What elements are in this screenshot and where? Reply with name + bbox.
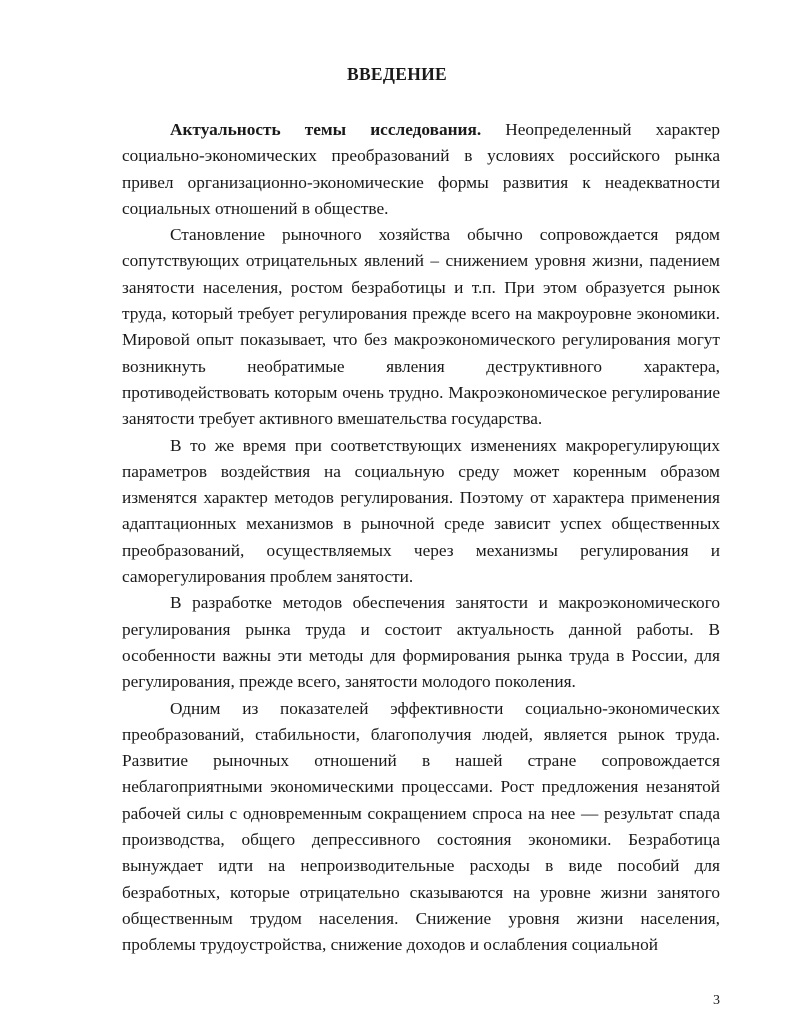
paragraph-text: Неопределенный характер социально-экономических преобразований в условиях российского рынка привел организационно-экономические формы развития к неадекватности социальных отношений в обществе. <box>122 120 720 218</box>
paragraph-relevance <box>122 117 720 222</box>
page-title: ВВЕДЕНИЕ <box>346 64 448 84</box>
body-text <box>122 117 720 959</box>
page-number: 3 <box>713 993 720 1008</box>
paragraph-labor-market: Одним из показателей эффективности социально-экономических преобразований, стабильности, благополучия людей, является рынок труда. Развитие рыночных отношений в нашей стране сопровождается неблагоприятными экономическими процессами. Рост предложения незанятой рабочей силы с одновременным сокращением спроса на нее — результат спада производства, общего депрессивного состояния экономики. Безработица вынуждает идти на непроизводительные расходы в виде пособий для безработных, которые отрицательно сказываются на уровне жизни занятого общественным трудом населения. Снижение уровня жизни населения, проблемы трудоустройства, снижение доходов и ослабления социальной <box>122 698 720 955</box>
paragraph-lead-bold: Актуальность темы исследования. <box>170 120 482 139</box>
paragraph-macro-parameters: В то же время при соответствующих изменениях макрорегулирующих параметров воздействия на социальную среду может коренным образом изменятся характер методов регулирования. Поэтому от характера применения адаптационных механизмов в рыночной среде зависит успех общественных преобразований, осуществляемых через механизмы регулирования и саморегулирования проблем занятости. <box>122 435 720 587</box>
paragraph-market-formation: Становление рыночного хозяйства обычно сопровождается рядом сопутствующих отрицательных явлений – снижением уровня жизни, падением занятости населения, ростом безработицы и т.п. При этом образуется рынок труда, который требует регулирования прежде всего на макроуровне экономики. Мировой опыт показывает, что без макроэкономического регулирования могут возникнуть необратимые явления деструктивного характера, противодействовать которым очень трудно. Макроэкономическое регулирование занятости требует активного вмешательства государства. <box>122 225 720 429</box>
paragraph-methods: В разработке методов обеспечения занятости и макроэкономического регулирования рынка труда и состоит актуальность данной работы. В особенности важны эти методы для формирования рынка труда в России, для регулирования, прежде всего, занятости молодого поколения. <box>122 593 720 692</box>
